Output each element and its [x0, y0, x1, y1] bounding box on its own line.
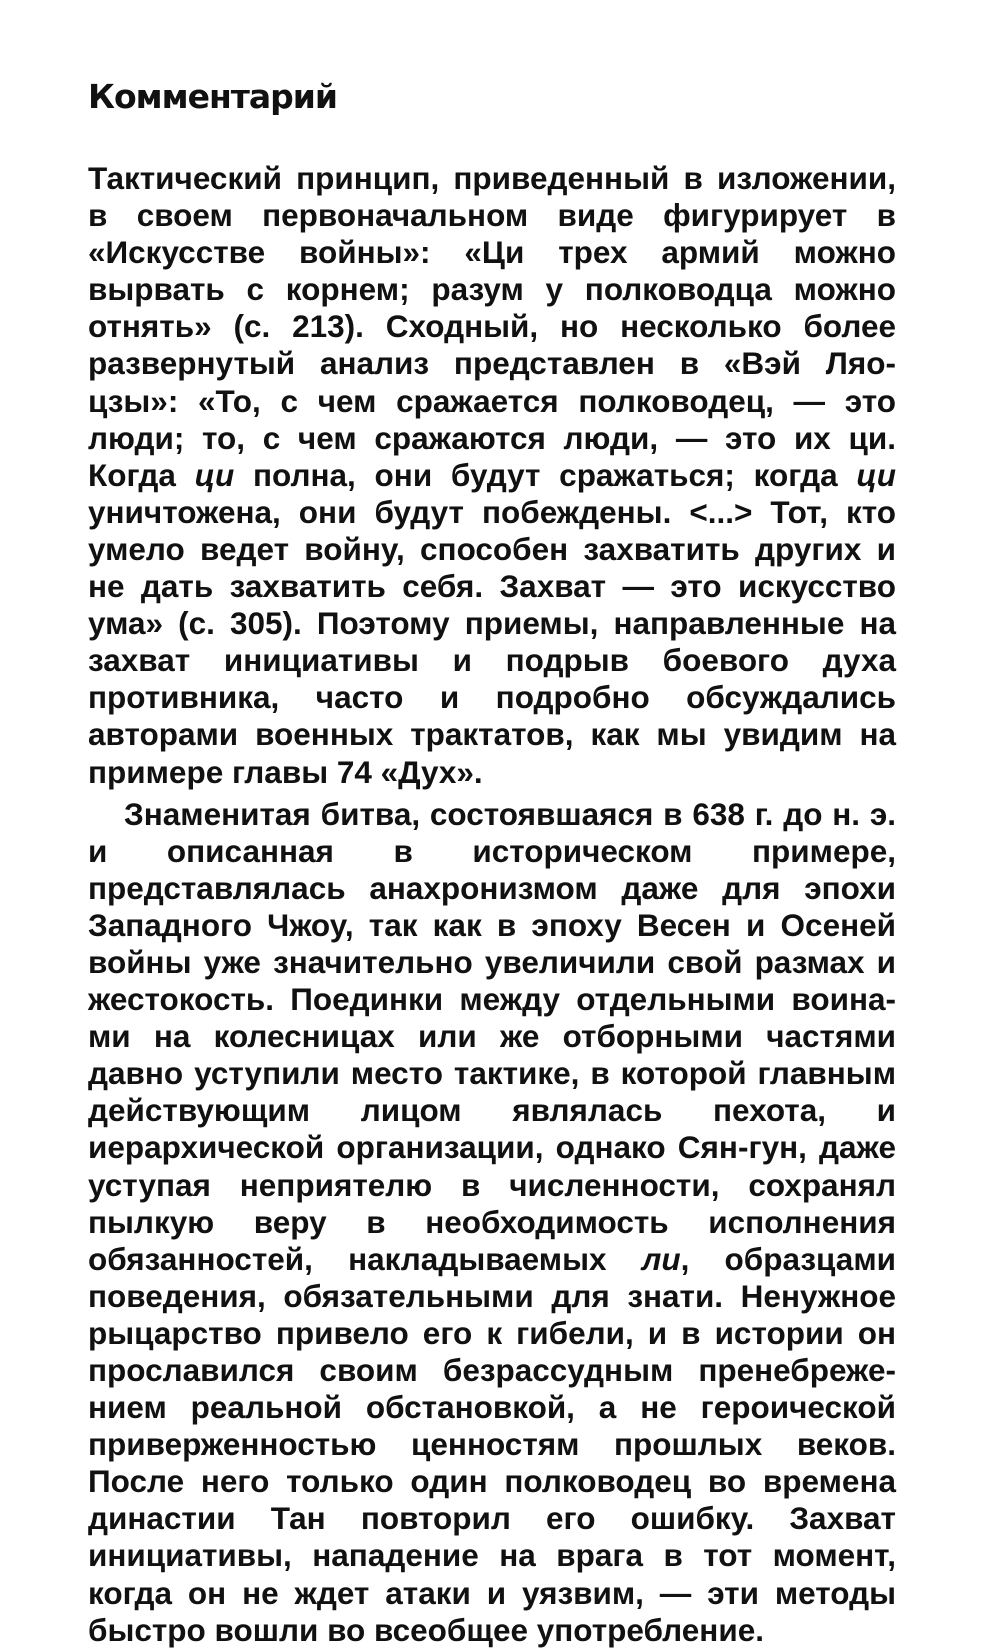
paragraph-1: [88, 160, 896, 791]
term-qi: ци: [856, 456, 896, 493]
term-qi: ци: [194, 456, 235, 493]
section-heading: Комментарий: [88, 77, 338, 116]
term-li: ли: [641, 1240, 681, 1277]
page: [88, 72, 896, 1649]
paragraph-1-text: Тактический принцип, приведенный в изложении, в своем первоначальном виде фигурирует в «Искусстве войны»: «Ци трех армий можно вырвать с корнем; разум у полководца можно отнять» (с. 213). Сходный, но несколько более развернутый анализ представлен в «Вэй Ляо-цзы»: «То, с чем сражается полководец, — это люди; то, с чем сражаются люди, — это их ци. Когда: [88, 160, 896, 493]
paragraph-2-text: Знаменитая битва, состоявшаяся в 638 г. до н. э. и описанная в историческом примере, представлялась анахронизмом даже для эпохи Западного Чжоу, так как в эпоху Весен и Осеней войны уже значительно увеличили свой размах и жестокость. Поединки между отдельными воинами на колесницах или же отборными частями давно уступили место тактике, в которой главным действующим лицом являлась пехота, и иерархической организации, однако Сян-гун, даже уступая неприятелю в численности, сохранял пылкую веру в необходимость исполнения обязанностей, накладываемых: [88, 795, 896, 1277]
paragraph-1-text: полна, они будут сражаться; когда: [234, 456, 857, 493]
paragraph-1-text: уничтожена, они будут побеждены. <...> Тот, кто умело ведет войну, способен захватить других и не дать захватить себя. Захват — это искусство ума» (с. 305). Поэтому приемы, направленные на захват инициативы и подрыв боевого духа противника, часто и подробно обсуждались авторами военных трактатов, как мы увидим на примере главы 74 «Дух».: [88, 493, 896, 790]
paragraph-2: [88, 796, 896, 1649]
paragraph-2-text: , образцами поведения, обязательными для знати. Ненужное рыцарство привело его к гибели, и в истории он прославился своим безрассудным пренебрежением реальной обстановкой, а не героической приверженностью ценностям прошлых веков. После него только один полководец во времена династии Тан повторил его ошибку. Захват инициативы, нападение на врага в тот момент, когда он не ждет атаки и уязвим, — эти методы быстро вошли во всеобщее употребление.: [88, 1240, 896, 1648]
